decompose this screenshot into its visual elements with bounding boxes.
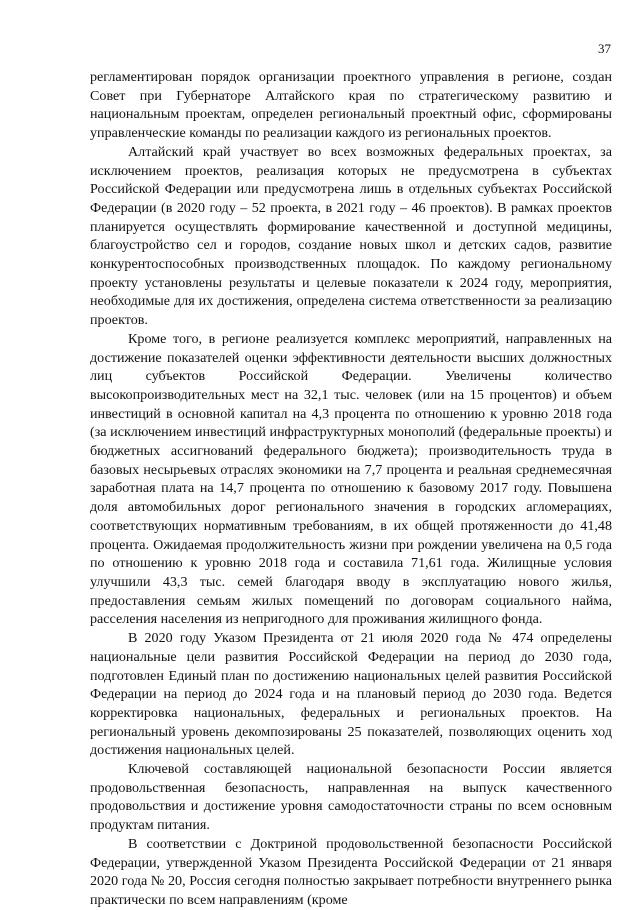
body-text	[90, 68, 612, 910]
paragraph-food-doctrine: В соответствии с Доктриной продовольственной безопасности Российской Федерации, утвержденной Указом Президента Российской Федерации от 21 января 2020 года № 20, Россия сегодня полностью закрывает потребности внутреннего рынка практически по всем направлениям (кроме	[90, 835, 612, 908]
paragraph-continuation: регламентирован порядок организации проектного управления в регионе, создан Совет при Губернаторе Алтайского края по стратегическому развитию и национальным проектам, определен региональный проектный офис, сформированы управленческие команды по реализации каждого из региональных проектов.	[90, 69, 612, 142]
paragraph-national-goals: В 2020 году Указом Президента от 21 июля 2020 года № 474 определены национальные цели развития Российской Федерации на период до 2030 года, подготовлен Единый план по достижению национальных целей развития Российской Федерации на период до 2024 года и на плановый период до 2030 года. Ведется корректировка национальных, федеральных и региональных проектов. На региональный уровень декомпозированы 25 показателей, позволяющих оценить ход достижения национальных целей.	[90, 630, 612, 759]
paragraph-federal-projects: Алтайский край участвует во всех возможных федеральных проектах, за исключением проектов, реализация которых не предусмотрена в субъектах Российской Федерации или предусмотрена лишь в отдельных субъектах Российской Федерации (в 2020 году – 52 проекта, в 2021 году – 46 проектов). В рамках проектов планируется осуществлять формирование качественной и доступной медицины, благоустройство сел и городов, создание новых школ и детских садов, развитие конкурентоспособных производственных площадок. По каждому региональному проекту установлены результаты и целевые показатели к 2024 году, мероприятия, необходимые для их достижения, определена система ответственности за реализацию проектов.	[90, 143, 612, 329]
paragraph-efficiency-indicators: Кроме того, в регионе реализуется комплекс мероприятий, направленных на достижение показателей оценки эффективности деятельности высших должностных лиц субъектов Российской Федерации. Увеличены количество высокопроизводительных мест на 32,1 тыс. человек (или на 15 процентов) и объем инвестиций в основной капитал на 4,3 процента по отношению к уровню 2018 года (за исключением инвестиций инфраструктурных монополий (федеральные проекты) и бюджетных ассигнований федерального бюджета); производительность труда в базовых несырьевых отраслях экономики на 7,7 процента и реальная среднемесячная заработная плата на 14,7 процента по отношению к базовому 2017 году. Повышена доля автомобильных дорог регионального значения в городских агломерациях, соответствующих нормативным требованиям, в их общей протяженности до 41,48 процента. Ожидаемая продолжительность жизни при рождении увеличена на 0,5 года по отношению к уровню 2018 года и составила 71,61 года. Жилищные условия улучшили 43,3 тыс. семей благодаря вводу в эксплуатацию нового жилья, предоставления семьям жилых помещений по договорам социального найма, расселения населения из непригодного для проживания жилищного фонда.	[90, 330, 612, 628]
page-number: 37	[598, 41, 611, 56]
paragraph-food-security: Ключевой составляющей национальной безопасности России является продовольственная безопасность, направленная на выпуск качественного продовольствия и достижение уровня самодостаточности страны по всем основным продуктам питания.	[90, 761, 612, 834]
